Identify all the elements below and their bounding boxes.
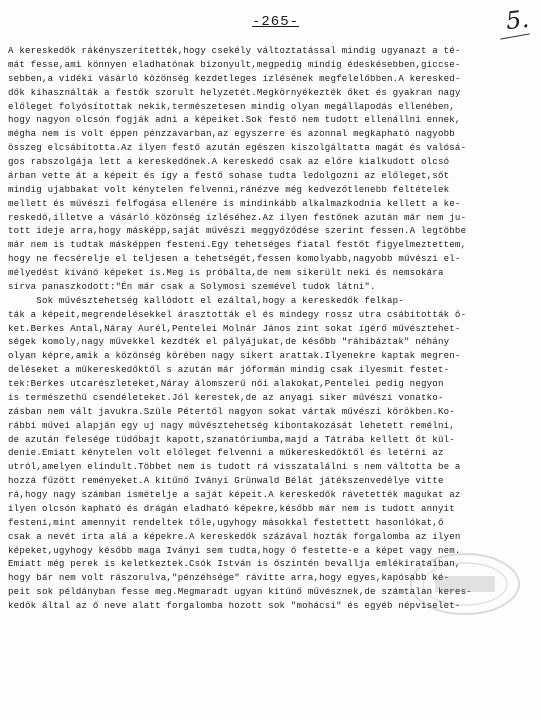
text-line: ségek komoly,nagy művekkel kezdték el pályájukat,de később "ráhibáztak" néhány (8, 336, 450, 348)
text-line: mégha nem is volt éppen pénzzavarban,az egyszerre és azonnal megkapható nagyobb (8, 128, 455, 140)
text-line: csak a nevét írta alá a képekre.A kereskedők százával hozták forgalomba az ilyen (8, 530, 461, 542)
text-line: reskedő,illetve a vásárló közönség ízléséhez.Az ilyen festőnek azután már nem ju- (8, 211, 467, 223)
text-line: előleget folyósítottak nekik,természetesen mindig olyan megállapodás ellenében, (8, 100, 455, 112)
text-line: ket.Berkes Antal,Náray Aurél,Pentelei Molnár János zint sokat ígérő művésztehet- (8, 322, 461, 334)
text-line: ták a képeit,megrendelésekkel árasztották el és mindegy rossz utra csábították ő- (8, 308, 467, 320)
text-line: Emiatt még perek is keletkeztek.Csók István is őszintén bevallja emlékirataiban, (8, 558, 461, 570)
text-line: mát fesse,ami könnyen eladhatónak bizonyult,megpedig mindig édeskésebben,giccse- (8, 58, 461, 70)
text-line: tek:Berkes utcarészleteket,Náray álomszerű női alakokat,Pentelei pedig negyon (8, 378, 444, 389)
text-line: mindig ujabbakat volt kénytelen felvenni,ránézve még kedvezőtlenebb feltételek (8, 183, 450, 195)
text-line: Sok művésztehetség kallódott el ezáltal,hogy a kereskedők felkap- (8, 294, 404, 306)
text-line: dők kihasználták a festők szorult helyzetét.Megkörnyékezték őket és gyakran nagy (8, 86, 461, 98)
body-text (8, 44, 533, 613)
text-line: de azután felesége tüdőbajt kapott,szanatóriumba,majd a Tátrába kellett őt kül- (8, 433, 455, 445)
text-line: olyan képre,amik a közönség körében nagy sikert arattak.Ilyenekre kaptak megren- (8, 350, 461, 362)
text-line: sírva panaszkodott:"Én már csak a Solymosi szemével tudok látni". (8, 280, 376, 292)
text-line: hogy bár nem volt rászorulva,"pénzéhsége" rávitte arra,hogy egyes,kapósabb ké- (8, 572, 450, 584)
text-line: kedők által az ő neve alatt forgalomba hozott sok "mohácsi" és egyéb népviselet- (8, 600, 461, 611)
text-line: utról,amelyen elindult.Többet nem is tudott rá visszatalálni s nem váltotta be a (8, 461, 461, 473)
text-line: denie.Emiatt kénytelen volt előleget felvenni a műkereskedőktől és letérni az (8, 447, 444, 459)
text-line: mellett és művészi felfogása ellenére is mindinkább alkalmazkodnia kellett a ke- (8, 197, 461, 209)
text-line: képeket,ugyhogy később maga Iványi sem tudta,hogy ő festette-e a képet vagy nem. (8, 544, 461, 556)
text-line: tott ideje arra,hogy másképp,saját művészi meggyőződése szerint fessen.A legtöbbe (8, 225, 467, 237)
folio-number: 5. (504, 4, 531, 36)
text-line: rábbi művei alapján egy uj nagy művésztehetség kibontakozását lehetett remélni, (8, 419, 455, 431)
text-line: hogy ne fecsérelje el teljesen a tehetségét,fessen komolyabb,nagyobb művészi el- (8, 253, 461, 265)
text-line: gos rabszolgája lett a kereskedőnek.A kereskedő csak az előre kialkudott olcsó (8, 156, 450, 167)
text-line: festeni,mint amennyit rendeltek tőle,ugyhogy másokkal festettett hasonlókat,ő (8, 516, 444, 528)
page-number: -265- (252, 14, 300, 30)
text-line: hozzá fűzött reményeket.A kitűnő Iványi Grünwald Bélát játékszenvedélye vitte (8, 475, 444, 487)
text-line: zásban nem vált javukra.Szüle Pétertől nagyon sokat vártak művészi körökben.Ko- (8, 405, 455, 417)
text-line: mélyedést kívánó képeket is.Meg is próbálta,de nem sikerült neki és nemsokára (8, 267, 444, 278)
text-line: is természethű csendéleteket.Jól kerestek,de az anyagi siker művészi vonatko- (8, 391, 444, 403)
text-line: A kereskedők rákényszerítették,hogy csekély változtatással mindig ugyanazt a té- (8, 45, 461, 56)
text-line: összeg elcsábította.Az ilyen festő azután egészen kiszolgáltatta magát és valósá- (8, 142, 467, 154)
text-line: peit sok példányban fesse meg.Megmaradt ugyan kitűnő művésznek,de számtalan keres- (8, 586, 472, 598)
text-line: már nem is tudtak másképpen festeni.Egy tehetséges fiatal festőt figyelmeztettem, (8, 239, 467, 251)
text-line: rá,hogy nagy számban ismételje a saját képeit.A kereskedők rávetették magukat az (8, 489, 461, 500)
text-line: sebben,a vidéki vásárló közönség kezdetleges ízlésének megfelelőbben.A keresked- (8, 72, 461, 84)
text-line: árban vette át a képeit és így a festő sohase tudta ledolgozni az előleget,sőt (8, 169, 450, 181)
text-line: ilyen olcsón kapható és drágán eladható képekre,később már nem is tudott annyit (8, 502, 455, 514)
text-line: deléseket a műkereskedőktől s azután már jóformán mindig csak ilyesmit festet- (8, 364, 450, 376)
text-line: hogy nagyon olcsón fogják adni a képeiket.Sok festő nem tudott ellenállni ennek, (8, 114, 461, 126)
